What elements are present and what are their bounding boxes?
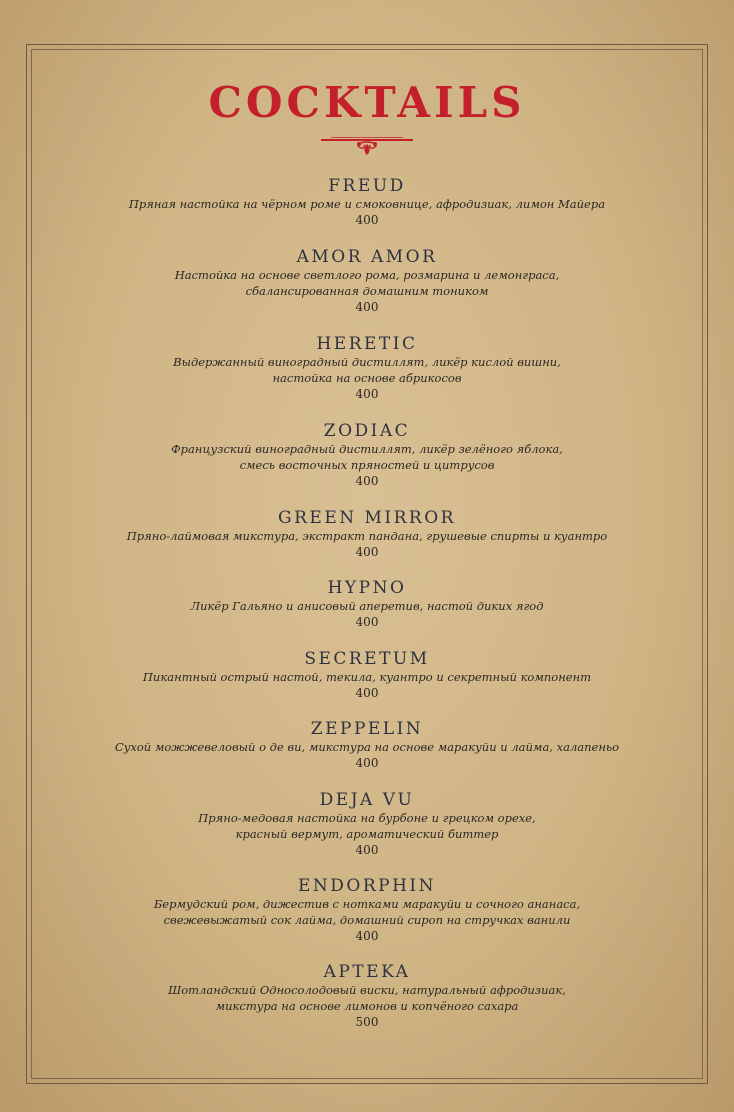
- item-name: SECRETUM: [304, 649, 430, 669]
- item-name: ENDORPHIN: [297, 876, 436, 896]
- item-name: APTEKA: [323, 962, 411, 982]
- item-price: 500: [355, 1015, 379, 1029]
- item-name: HYPNO: [327, 578, 407, 598]
- item-name: FREUD: [328, 176, 406, 196]
- item-description: Сухой можжевеловый о де ви, микстура на основе маракуйи и лайма, халапеньо: [114, 740, 620, 754]
- item-description: Пряно-лаймовая микстура, экстракт пандана, грушевые спирты и куантро: [126, 529, 608, 543]
- menu-item: [40, 649, 694, 701]
- item-price: 400: [355, 686, 379, 700]
- menu-item: [40, 334, 694, 402]
- item-name: HERETIC: [316, 334, 418, 354]
- menu-item: [40, 247, 694, 315]
- item-price: 400: [355, 545, 379, 559]
- menu-item: [40, 962, 694, 1030]
- item-name: GREEN MIRROR: [278, 508, 456, 528]
- item-description: Французский виноградный дистиллят, ликёр зелёного яблока, смесь восточных пряностей и цитрусов: [171, 442, 563, 472]
- menu-item: [40, 176, 694, 228]
- menu-item: [40, 421, 694, 489]
- item-description: Ликёр Гальяно и анисовый аперетив, настой диких ягод: [190, 599, 544, 613]
- item-description: Пикантный острый настой, текила, куантро и секретный компонент: [142, 670, 592, 684]
- menu-title: COCKTAILS: [208, 78, 526, 127]
- item-description: Пряно-медовая настойка на бурбоне и грецком орехе, красный вермут, ароматический биттер: [198, 811, 536, 841]
- item-description: Бермудский ром, дижестив с нотками маракуйи и сочного ананаса, свежевыжатый сок лайма, домашний сироп на стручках ванили: [153, 897, 581, 927]
- item-price: 400: [355, 929, 379, 943]
- item-name: ZODIAC: [323, 421, 411, 441]
- item-description: Настойка на основе светлого рома, розмарина и лемонграса, сбалансированная домашним тоником: [174, 268, 560, 298]
- item-price: 400: [355, 300, 379, 314]
- item-name: AMOR AMOR: [296, 247, 438, 267]
- ornament-icon: [317, 132, 417, 158]
- item-description: Пряная настойка на чёрном роме и смоковнице, афродизиак, лимон Майера: [128, 197, 606, 211]
- menu-item: [40, 508, 694, 560]
- item-price: 400: [355, 213, 379, 227]
- item-description: Выдержанный виноградный дистиллят, ликёр кислой вишни, настойка на основе абрикосов: [173, 355, 561, 385]
- item-name: ZEPPELIN: [310, 719, 424, 739]
- item-description: Шотландский Односолодовый виски, натуральный афродизиак, микстура на основе лимонов и копчёного сахара: [168, 983, 566, 1013]
- menu-item: [40, 790, 694, 858]
- item-name: DEJA VU: [319, 790, 415, 810]
- item-price: 400: [355, 387, 379, 401]
- menu-item: [40, 578, 694, 630]
- menu-item: [40, 876, 694, 944]
- item-price: 400: [355, 474, 379, 488]
- item-price: 400: [355, 843, 379, 857]
- item-price: 400: [355, 615, 379, 629]
- menu-item: [40, 719, 694, 771]
- item-price: 400: [355, 756, 379, 770]
